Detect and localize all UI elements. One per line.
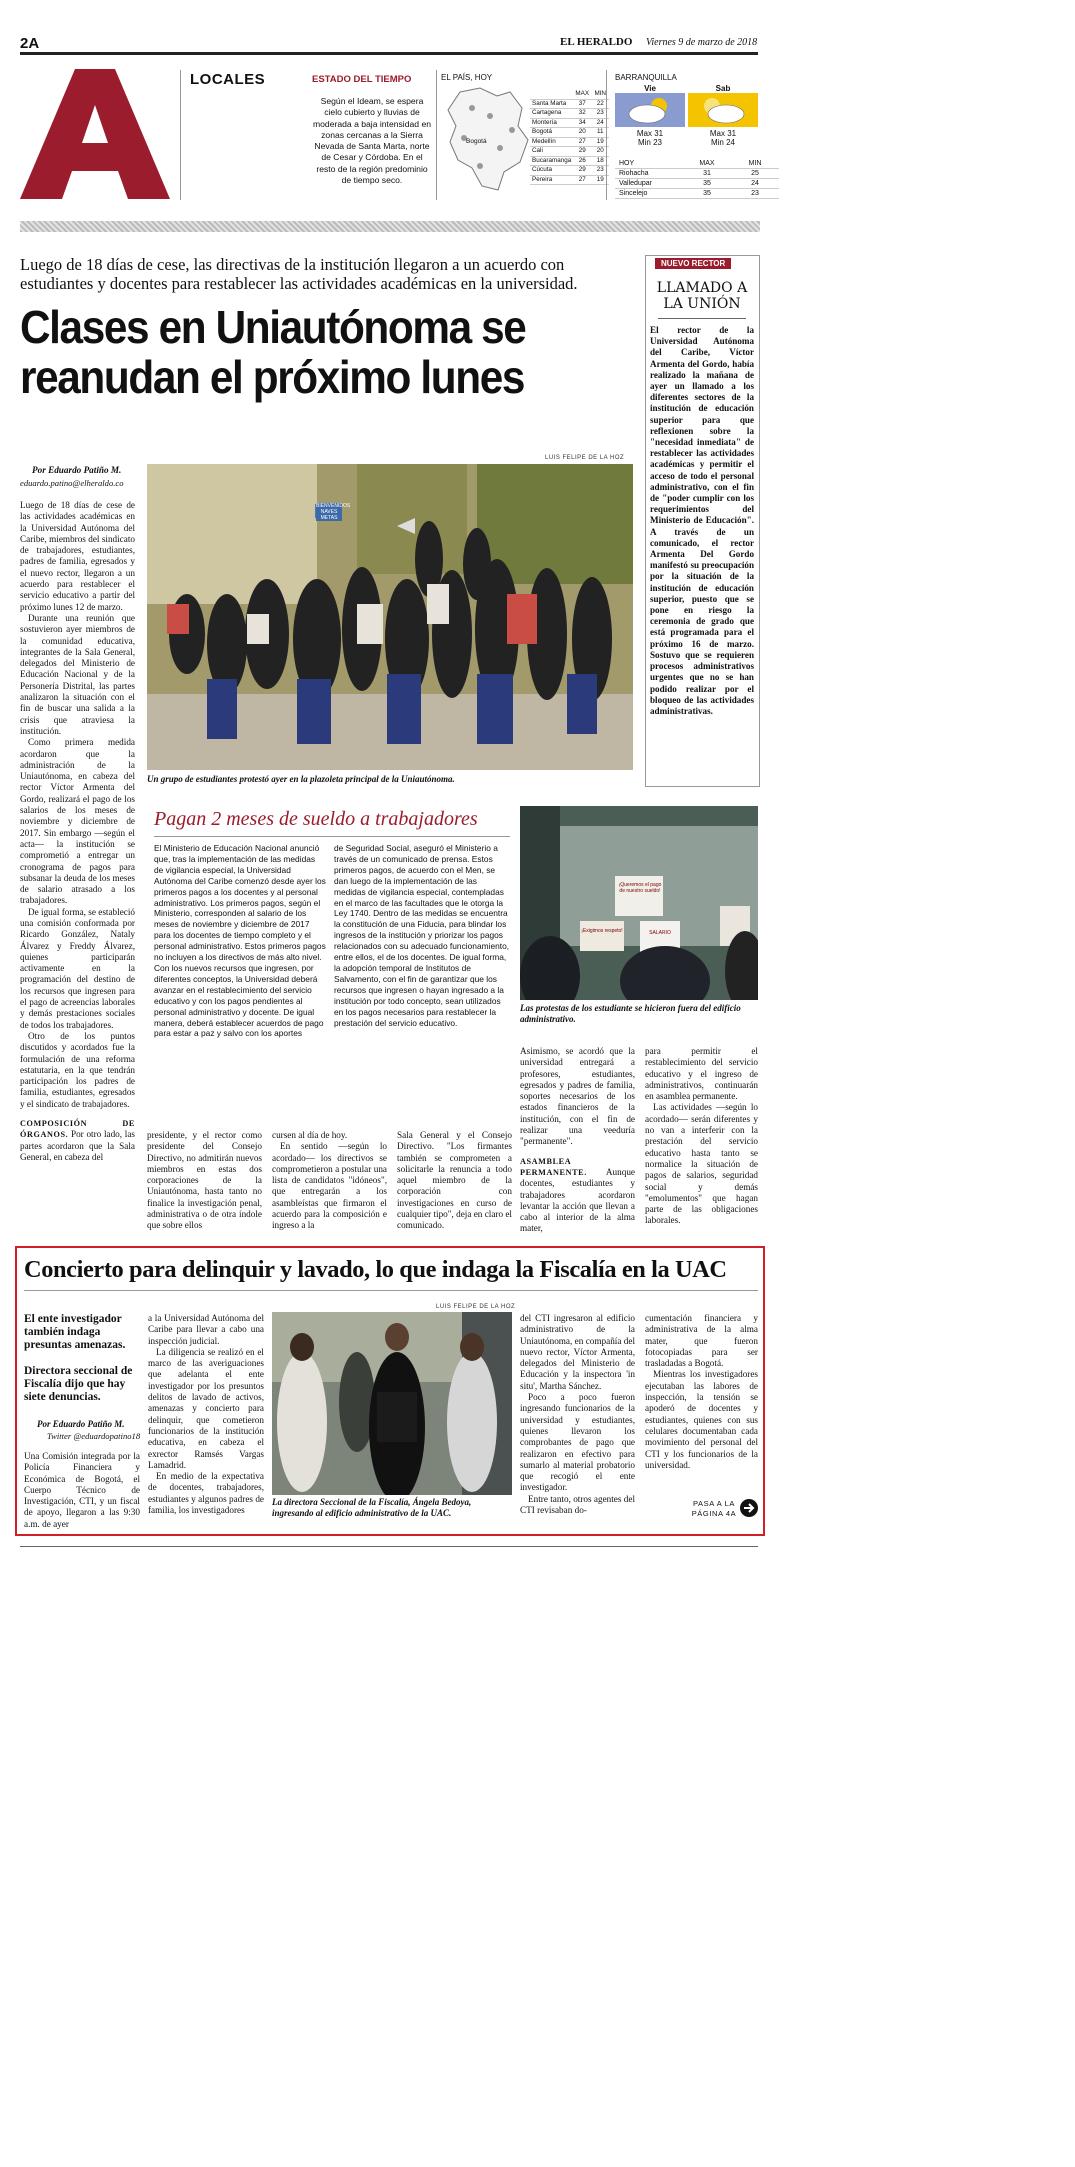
partly-cloudy-icon <box>615 93 685 127</box>
third-headline: Concierto para delinquir y lavado, lo que indaga la Fiscalía en la UAC <box>24 1256 727 1283</box>
paragraph: La diligencia se realizó en el marco de las averiguaciones que adelanta el ente investigador por los presuntos delitos de lavado de activos, amenazas y concierto para delinquir, que cometieron funcionarios de la institución educativa, en cabeza el exrector Ramsés Vargas Lamadrid. <box>148 1346 264 1470</box>
arrow-right-icon <box>740 1499 758 1517</box>
city-name: Medellín <box>530 137 573 147</box>
city-min: 23 <box>731 189 779 199</box>
paragraph: Como primera medida acordaron que la administración de la Uniautónoma, en cabeza del rector Víctor Armenta del Gordo, realizará el pago de los salarios de los meses de noviembre y diciembre de 2017. Sin embargo —según el acta— la institución se comprometió a entregar un cronograma de pagos para subsanar la deuda de los meses de salario atrasado a los trabajadores. <box>20 737 135 906</box>
paragraph: En sentido —según lo acordado— los directivos se comprometieron a postular una lista de candidatos "idóneos", que entregarán a los asambleístas que firmaron el acuerdo para la composición e ingreso a la <box>272 1141 387 1231</box>
masthead-name: EL HERALDO <box>560 36 633 48</box>
city-name: Sincelejo <box>615 189 683 199</box>
regional-temperature-table <box>615 159 779 199</box>
third-column-2 <box>148 1313 264 1516</box>
city-name: Riohacha <box>615 169 683 179</box>
city-name: Pereira <box>530 175 573 185</box>
forecast-day-1 <box>615 84 685 147</box>
sidebar-title: LLAMADO A LA UNIÓN <box>656 280 748 312</box>
city-row <box>530 137 609 147</box>
section-divider <box>180 70 181 200</box>
weather-divider-2 <box>606 70 607 200</box>
city-row <box>530 109 609 119</box>
paragraph: Entre tanto, otros agentes del CTI revisaban do- <box>520 1493 635 1516</box>
city-min: 11 <box>591 128 609 138</box>
city-row <box>530 156 609 166</box>
city-max: 27 <box>573 175 591 185</box>
forecast-day-label: Sab <box>715 84 731 93</box>
min-header: MIN <box>591 90 609 99</box>
paragraph: De igual forma, se estableció una comisión conformada por Ricardo González, Nataly Álvarez y Freddy Álvarez, quienes participarán activamente en la programación del destino de los recursos que ingresen para el pago de acreencias laborales y demás prestaciones sociales de todos los trabajadores. <box>20 906 135 1030</box>
third-rule <box>24 1290 758 1291</box>
protest-sign-2: ¡Exigimos respeto! <box>581 928 623 934</box>
paragraph: a la Universidad Autónoma del Caribe para llevar a cabo una inspección judicial. <box>148 1313 264 1346</box>
main-kicker: Luego de 18 días de cese, las directivas de la institución llegaron a un acuerdo con estudiantes y docentes para restablecer las actividades académicas en la universidad. <box>20 255 578 293</box>
city-min: 18 <box>591 156 609 166</box>
paragraph <box>520 1156 635 1235</box>
colombia-map <box>442 86 532 196</box>
city-name: Bucaramanga <box>532 156 572 164</box>
city-max: 27 <box>573 137 591 147</box>
photo-credit: LUIS FELIPE DE LA HOZ <box>545 455 625 461</box>
jump-link[interactable] <box>690 1497 760 1523</box>
sidebar-body: El rector de la Universidad Autónoma del Caribe, Víctor Armenta del Gordo, había realizado la mañana de ayer un llamado a los diferentes sectores de la institución de educación superior para que reflexionen sobre la "necesidad inmediata" de restablecer las actividades académicas y permitir el acceso de todo el personal administrativo, con el fin de "poder cumplir con los requerimientos del Ministerio de Educación". A través de un comunicado, el rector Armenta Del Gordo manifestó su preocupación por la situación de la institución de educación superior, puesto que se pone en riesgo la ceremonia de grado que está programada para el próximo 16 de marzo. Sostuvo que se requieren procesos administrativos urgentes que no se han podido realizar por el bloqueo de las actividades administrativas. <box>650 325 754 716</box>
third-column-1: Una Comisión integrada por la Policía Financiera y Económica de Bogotá, el Cuerpo Técnico de Investigación, CTI, y un fiscal de apoyo, llegaron a las 9:30 a.m. de ayer <box>24 1451 140 1529</box>
local-weather-title: BARRANQUILLA <box>615 73 677 82</box>
paragraph-text: Por otro lado, las partes acordaron que la Sala General, en cabeza del <box>20 1129 135 1162</box>
city-name: Cúcuta <box>530 166 573 176</box>
city-max: 29 <box>573 166 591 176</box>
city-temperature-table <box>530 90 609 185</box>
main-email: eduardo.patino@elheraldo.co <box>20 478 124 488</box>
fiscalia-photo <box>272 1312 512 1495</box>
today-label: HOY <box>615 159 683 169</box>
weather-summary: Según el Ideam, se espera cielo cubierto y lluvias de moderada a baja intensidad en zonas cercanas a la Sierra Nevada de Santa Marta, norte de Cesar y Córdoba. En el resto de la región predominio de tiempo seco. <box>312 96 431 186</box>
second-headline: Pagan 2 meses de sueldo a trabajadores <box>154 808 478 830</box>
paragraph: Durante una reunión que sostuvieron ayer miembros de la comunidad educativa, integrantes de la Sala General, delegados del Ministerio de Educación Nacional y de la Personería Distrital, las partes analizaron la situación con el fin de buscar una salida a la crisis que atraviesa la institución. <box>20 612 135 736</box>
jump-label: PASA A LA PÁGINA 4A <box>691 1499 737 1518</box>
paragraph: Otro de los puntos discutidos y acordados fue la formulación de una reforma estatutaria, en la que tendrán participación los padres de familia, estudiantes, egresados y el sindicato de trabajadores. <box>20 1030 135 1109</box>
city-min: 25 <box>731 169 779 179</box>
main-column-1 <box>20 500 135 1163</box>
city-row <box>530 147 609 157</box>
paragraph: cursen al día de hoy. <box>272 1130 348 1140</box>
city-name: Bogotá <box>530 128 573 138</box>
forecast-min: Min 24 <box>710 138 735 147</box>
photo-sign: BIENVENIDOS NAVES METAS <box>316 503 351 521</box>
second-column-2: de Seguridad Social, aseguró el Ministerio a través de un comunicado de prensa. Estos primeros pagos, de acuerdo con el Men, se dan luego de la implementación de las medidas de vigilancia especial, contempladas en el marco de las facultades que le otorga la Ley 1740. Dentro de las medidas se encuentra la constitución de una Fiducia, para blindar los ingresos de la institución y priorizar los pagos relacionados con su adecuado funcionamiento, entre ellos, el de los docentes. De igual forma, la adopción temporal de Institutos de Salvamento, con el fin de garantizar que los recursos que ingresen o hayan ingresado a la institución por todo concepto, sean utilizados en los pagos necesarios para restablecer la prestación del servicio educativo. <box>334 843 510 1028</box>
sidebar-tag: NUEVO RECTOR <box>655 258 731 269</box>
map-city-label: Bogotá <box>466 138 487 145</box>
decorative-band <box>20 221 760 232</box>
city-min: 24 <box>591 118 609 128</box>
main-column-a: presidente, y el rector como presidente del Consejo Directivo, no admitirán nuevos miembros en estas dos corporaciones de la Uniautónoma, hasta tanto no finalice la investigación penal, administrativa o de otra índole que sobre ellos <box>147 1130 262 1231</box>
city-row <box>615 179 779 189</box>
protest-photo <box>520 806 758 1000</box>
footer-rule <box>20 1546 758 1547</box>
city-min: 19 <box>591 137 609 147</box>
city-min: 23 <box>591 166 609 176</box>
subhead: ASAMBLEA PERMANENTE. <box>520 1156 587 1177</box>
section-title: LOCALES <box>190 71 266 88</box>
forecast-day-2 <box>688 84 758 147</box>
weather-title: ESTADO DEL TIEMPO <box>312 74 412 85</box>
city-max: 31 <box>683 169 731 179</box>
city-row <box>615 169 779 179</box>
city-max: 32 <box>573 109 591 119</box>
third-column-3 <box>520 1313 635 1516</box>
third-column-4 <box>645 1313 758 1471</box>
paragraph: cumentación financiera y administrativa de la alma mater, que fueron fotocopiadas para ser trasladadas a Bogotá. <box>645 1313 758 1369</box>
protest-photo-caption: Las protestas de los estudiante se hicieron fuera del edificio administrativo. <box>520 1003 741 1024</box>
city-row <box>530 166 609 176</box>
min-header: MIN <box>731 159 779 169</box>
main-column-d <box>520 1046 635 1235</box>
city-name: Santa Marta <box>530 99 573 109</box>
weather-divider-1 <box>436 70 437 200</box>
paragraph: Mientras los investigadores ejecutaban las labores de inspección, la tensión se apoderó de docentes y estudiantes, quienes con sus celulares documentaban cada movimiento del personal del CTI y los funcionarios de la universidad. <box>645 1369 758 1470</box>
paragraph: Asimismo, se acordó que la universidad entregará a profesores, estudiantes, egresados y padres de familia, soportes necesarios de los estados financieros de la institución, con el fin de realizar una veeduría "permanente". <box>520 1046 635 1147</box>
main-column-b <box>272 1130 387 1232</box>
city-min: 23 <box>591 109 609 119</box>
city-name: Montería <box>530 118 573 128</box>
max-header: MAX <box>573 90 591 99</box>
paragraph: Luego de 18 días de cese de las actividades académicas en la Universidad Autónoma del Caribe, miembros del sindicato de trabajadores, estudiantes, padres de familia, egresados y el nuevo rector, llegaron a un acuerdo para restablecer el servicio educativo a partir del próximo lunes 12 de marzo. <box>20 500 135 612</box>
city-min: 20 <box>591 147 609 157</box>
header-rule <box>20 52 758 55</box>
partly-cloudy-icon <box>688 93 758 127</box>
main-photo <box>147 464 633 770</box>
fiscalia-photo-caption: La directora Seccional de la Fiscalía, Ángela Bedoya, ingresando al edificio administrativo de la UAC. <box>272 1497 472 1518</box>
city-name: Valledupar <box>615 179 683 189</box>
main-photo-caption: Un grupo de estudiantes protestó ayer en la plazoleta principal de la Uniautónoma. <box>147 774 455 784</box>
city-row <box>530 118 609 128</box>
main-column-e <box>645 1046 758 1227</box>
paragraph-text: Aunque docentes, estudiantes y trabajadores acordaron levantar la acción que llevan a cabo al interior de la alma mater, <box>520 1166 635 1234</box>
protest-sign-1: ¡Queremos el pago de nuestro sueldo! <box>618 882 662 894</box>
map-label: EL PAÍS, HOY <box>441 73 493 82</box>
paragraph: En medio de la expectativa de docentes, trabajadores, estudiantes y algunos padres de familia, los investigadores <box>148 1471 264 1516</box>
sidebar-rule <box>658 318 746 319</box>
deck-2: Directora seccional de Fiscalía dijo que hay siete denuncias. <box>24 1365 133 1403</box>
paragraph: Poco a poco fueron ingresando funcionarios de la universidad y estudiantes, quienes llevaron los comprobantes de pago que realizaron en efectivo para sumarlo al material probatorio que recogió el ente investigador. <box>520 1392 635 1493</box>
main-byline: Por Eduardo Patiño M. <box>32 465 122 475</box>
paragraph: del CTI ingresaron al edificio administrativo de la Uniautónoma, en compañía del nuevo rector, Víctor Armenta, delegados del Ministerio de Educación y la inspectora 'in situ', Martha Sánchez. <box>520 1313 635 1391</box>
city-max: 34 <box>573 118 591 128</box>
second-rule <box>154 836 510 837</box>
paragraph <box>20 1118 135 1163</box>
city-row <box>530 175 609 185</box>
city-max: 26 <box>573 156 591 166</box>
city-row <box>615 189 779 199</box>
city-row <box>530 99 609 109</box>
city-max: 37 <box>573 99 591 109</box>
forecast-min: Min 23 <box>637 138 662 147</box>
protest-sign-3: SALARIO <box>649 930 671 936</box>
third-twitter: Twitter @eduardopatino18 <box>47 1431 141 1441</box>
city-min: 19 <box>591 175 609 185</box>
main-headline: Clases en Uniautónoma se reanudan el próximo lunes <box>20 301 526 403</box>
city-name: Cartagena <box>530 109 573 119</box>
city-max: 20 <box>573 128 591 138</box>
issue-date: Viernes 9 de marzo de 2018 <box>646 37 758 48</box>
forecast-max: Max 31 <box>709 129 737 138</box>
paragraph: para permitir el restablecimiento del servicio educativo y el ingreso de administrativos, continuarán en asamblea permanente. <box>645 1046 758 1102</box>
page-number: 2A <box>20 35 40 52</box>
city-max: 29 <box>573 147 591 157</box>
subhead: COMPOSICIÓN DE ÓRGANOS. <box>20 1119 135 1140</box>
city-row <box>530 128 609 138</box>
third-byline: Por Eduardo Patiño M. <box>37 1419 125 1429</box>
city-name: Cali <box>530 147 573 157</box>
paragraph: Las actividades —según lo acordado— serán diferentes y no van a interferir con la prestación del servicio educativo hasta tanto se normalice la situación de pagos de salarios, seguridad social y demás "emolumentos" que hagan parte de las obligaciones laborales. <box>645 1102 758 1226</box>
city-max: 35 <box>683 189 731 199</box>
main-column-c: Sala General y el Consejo Directivo. "Los firmantes también se comprometen a solicitarle la renuncia a todo aquel miembro de la corporación con investigaciones en curso de cualquier tipo", deja en claro el comunicado. <box>397 1130 512 1231</box>
second-column-1: El Ministerio de Educación Nacional anunció que, tras la implementación de las medidas de vigilancia especial, la Universidad Autónoma del Caribe comenzó desde ayer los primeros pagos a los docentes y al personal administrativo. Los primeros pagos, según el Ministerio, corresponden al salario de los meses de noviembre y diciembre de 2017 para los docentes de tiempo completo y el personal administrativo. Estos primeros pagos no incluyen a los directivos de más alto nivel. Con los nuevos recursos que ingresen, por diferentes conceptos, la Universidad deberá avanzar en el restablecimiento del servicio educativo y con los pagos pendientes al personal administrativo y docente. De igual manera, deberá establecer acuerdos de pago para estar a paz y salvo con los aportes <box>154 843 326 1039</box>
city-max: 35 <box>683 179 731 189</box>
city-min: 22 <box>591 99 609 109</box>
city-min: 24 <box>731 179 779 189</box>
deck-1: El ente investigador también indaga presuntas amenazas. <box>24 1313 126 1351</box>
third-photo-credit: LUIS FELIPE DE LA HOZ <box>436 1304 516 1310</box>
section-letter-logo <box>20 67 170 199</box>
max-header: MAX <box>683 159 731 169</box>
forecast-max: Max 31 <box>636 129 664 138</box>
forecast-day-label: Vie <box>644 84 656 93</box>
